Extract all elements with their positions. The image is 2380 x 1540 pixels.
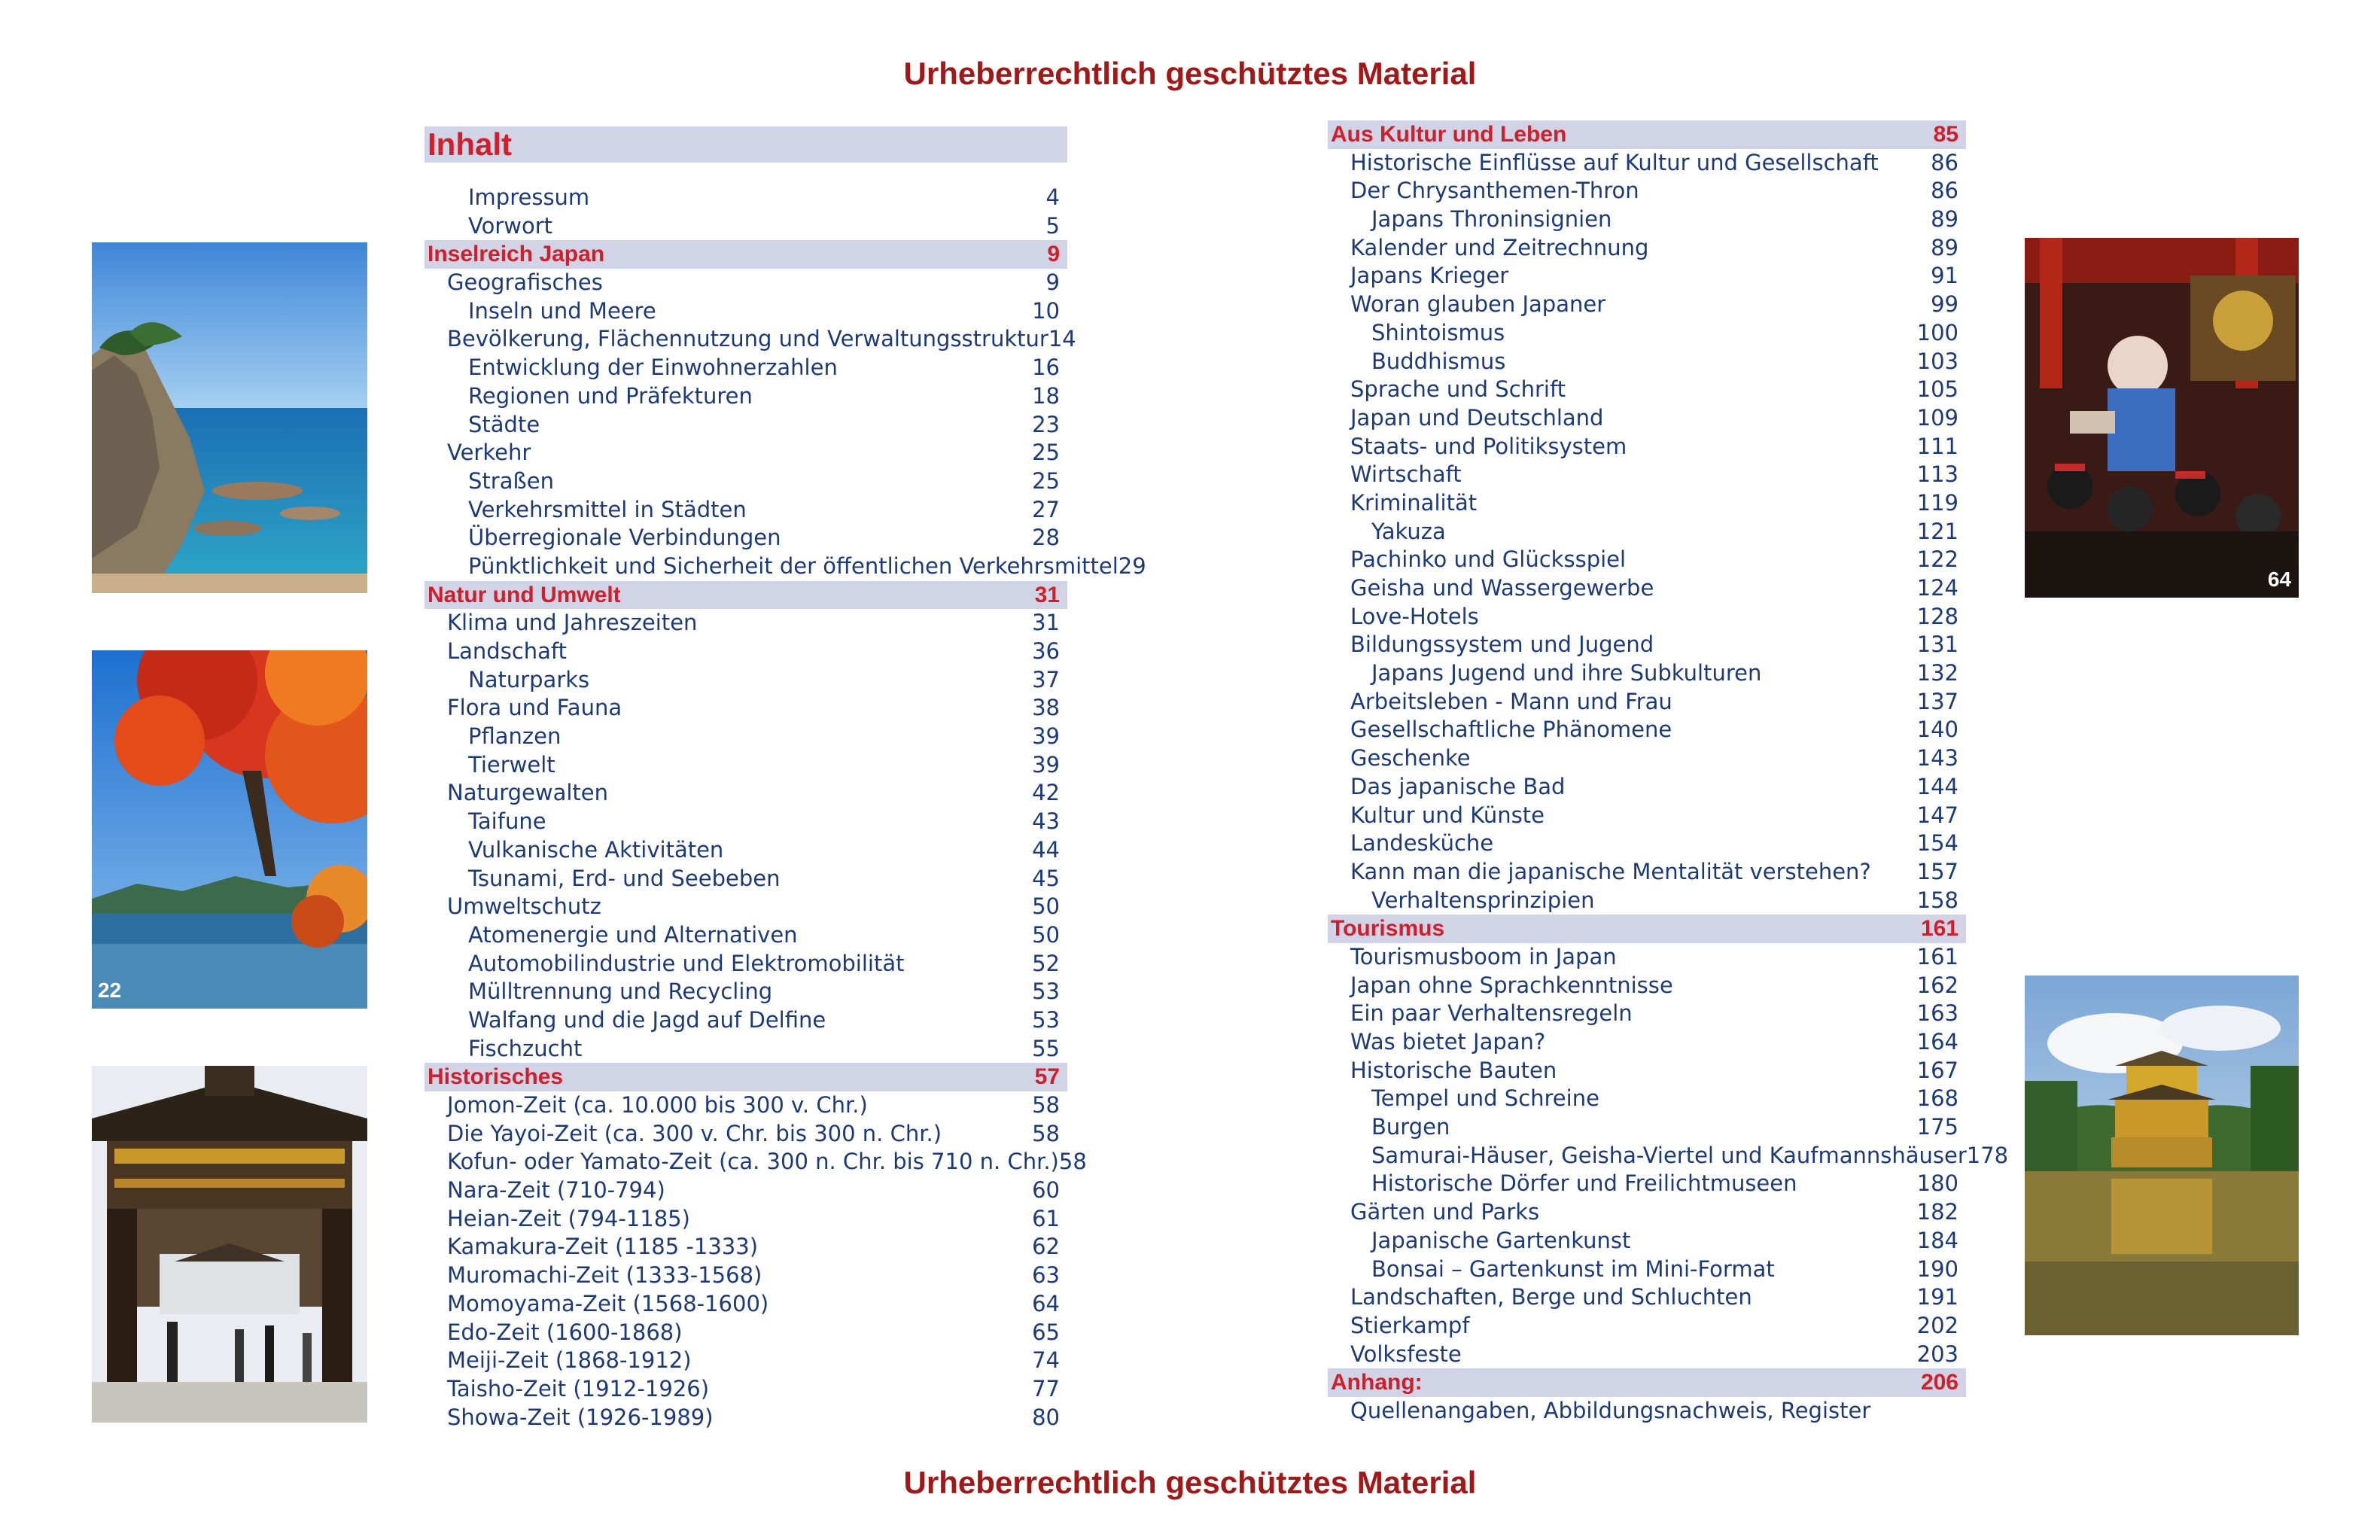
toc-entry-page: 182 bbox=[1916, 1199, 1958, 1225]
toc-entry[interactable] bbox=[1328, 1397, 1966, 1426]
toc-entry-page: 121 bbox=[1916, 518, 1958, 544]
toc-entry-page: 105 bbox=[1916, 376, 1958, 403]
toc-entry-label: Das japanische Bad bbox=[1350, 773, 1566, 799]
toc-entry-label: Taifune bbox=[468, 808, 546, 835]
toc-entry-page: 60 bbox=[1032, 1177, 1060, 1204]
toc-entry-page: 38 bbox=[1032, 695, 1060, 721]
toc-entry[interactable] bbox=[425, 1375, 1067, 1404]
toc-entry-page: 163 bbox=[1916, 1000, 1958, 1027]
toc-entry-label: Kultur und Künste bbox=[1350, 802, 1545, 828]
toc-entry-label: Walfang und die Jagd auf Delfine bbox=[468, 1006, 826, 1033]
toc-entry[interactable] bbox=[425, 325, 1076, 354]
toc-entry-page: 162 bbox=[1916, 972, 1958, 998]
toc-entry-page: 9 bbox=[1045, 269, 1060, 296]
toc-entry-page: 206 bbox=[1920, 1370, 1958, 1395]
toc-entry[interactable] bbox=[425, 1319, 1067, 1347]
toc-entry[interactable] bbox=[1328, 1312, 1966, 1341]
toc-entry-label: Ein paar Verhaltensregeln bbox=[1350, 1000, 1633, 1027]
toc-entry-label: Naturparks bbox=[468, 666, 590, 692]
toc-entry-page: 184 bbox=[1916, 1227, 1958, 1253]
toc-entry-label: Staats- und Politiksystem bbox=[1350, 433, 1627, 459]
toc-entry-page: 203 bbox=[1916, 1341, 1958, 1367]
toc-entry[interactable] bbox=[1328, 688, 1966, 717]
toc-entry-label: Kalender und Zeitrechnung bbox=[1350, 234, 1649, 260]
toc-entry[interactable] bbox=[425, 1262, 1067, 1290]
toc-entry-page: 50 bbox=[1032, 893, 1060, 920]
toc-entry-label: Shintoismus bbox=[1371, 319, 1505, 345]
toc-entry-label: Verkehr bbox=[447, 440, 531, 466]
toc-entry-label: Geografisches bbox=[447, 269, 603, 296]
toc-entry[interactable] bbox=[425, 921, 1067, 950]
toc-entry-label: Burgen bbox=[1371, 1114, 1450, 1140]
toc-entry-page: 25 bbox=[1032, 467, 1060, 494]
toc-entry-page: 63 bbox=[1032, 1262, 1060, 1289]
toc-entry-page: 113 bbox=[1916, 461, 1958, 488]
toc-entry-label: Städte bbox=[468, 411, 540, 437]
toc-entry-page: 31 bbox=[1034, 582, 1060, 607]
toc-entry-page: 80 bbox=[1032, 1404, 1060, 1430]
toc-entry-page: 45 bbox=[1032, 865, 1060, 891]
toc-entry-page: 86 bbox=[1931, 178, 1958, 204]
toc-entry[interactable] bbox=[1328, 773, 1966, 802]
toc-entry-page: 74 bbox=[1032, 1347, 1060, 1374]
toc-entry-page: 140 bbox=[1916, 717, 1958, 743]
toc-entry-label: Nara-Zeit (710-794) bbox=[447, 1177, 665, 1204]
toc-entry-label: Stierkampf bbox=[1350, 1312, 1470, 1338]
coast-photo bbox=[92, 242, 367, 593]
toc-entry-label: Arbeitsleben - Mann und Frau bbox=[1350, 688, 1672, 714]
toc-entry[interactable] bbox=[425, 808, 1067, 836]
toc-entry-label: Naturgewalten bbox=[447, 780, 609, 806]
toc-entry-label: Pflanzen bbox=[468, 723, 562, 750]
toc-entry-page: 23 bbox=[1032, 411, 1060, 437]
toc-entry[interactable] bbox=[1328, 1028, 1966, 1057]
toc-entry-label: Mülltrennung und Recycling bbox=[468, 978, 773, 1005]
toc-entry-page: 161 bbox=[1920, 916, 1958, 942]
temple-gate-photo bbox=[92, 1066, 367, 1423]
toc-entry-page: 18 bbox=[1032, 382, 1060, 409]
toc-entry[interactable] bbox=[1328, 404, 1966, 433]
toc-entry[interactable] bbox=[1328, 603, 1966, 632]
toc-entry[interactable] bbox=[425, 950, 1067, 978]
toc-section-heading[interactable] bbox=[1328, 915, 1966, 943]
toc-entry-page: 29 bbox=[1118, 552, 1146, 579]
toc-entry-label: Vorwort bbox=[468, 212, 553, 239]
toc-entry-page: 144 bbox=[1916, 773, 1958, 799]
toc-entry-label: Verhaltensprinzipien bbox=[1371, 887, 1595, 913]
toc-entry-page: 85 bbox=[1933, 122, 1958, 147]
toc-entry-page: 122 bbox=[1916, 546, 1958, 573]
toc-right-list bbox=[1328, 120, 2009, 1426]
toc-entry-page: 103 bbox=[1916, 348, 1958, 374]
toc-entry-label: Klima und Jahreszeiten bbox=[447, 610, 698, 636]
toc-entry[interactable] bbox=[1328, 433, 1966, 461]
toc-entry-page: 4 bbox=[1045, 184, 1060, 210]
toc-entry-page: 55 bbox=[1032, 1035, 1060, 1061]
toc-entry[interactable] bbox=[1328, 546, 1966, 574]
toc-entry-page: 64 bbox=[1032, 1290, 1060, 1316]
toc-entry-page: 180 bbox=[1916, 1170, 1958, 1197]
toc-entry-label: Verkehrsmittel in Städten bbox=[468, 496, 747, 522]
toc-entry-label: Japan ohne Sprachkenntnisse bbox=[1350, 972, 1673, 998]
toc-entry-page: 89 bbox=[1931, 206, 1958, 233]
toc-entry[interactable] bbox=[425, 382, 1067, 411]
toc-entry-page: 178 bbox=[1966, 1142, 2009, 1168]
toc-entry[interactable] bbox=[425, 609, 1067, 638]
toc-title: Inhalt bbox=[425, 126, 1067, 163]
toc-entry[interactable] bbox=[425, 212, 1067, 241]
toc-entry-page: 9 bbox=[1047, 242, 1060, 267]
toc-entry-page: 161 bbox=[1916, 943, 1958, 969]
toc-entry[interactable] bbox=[1328, 829, 1966, 858]
toc-entry-page: 28 bbox=[1032, 525, 1060, 551]
toc-entry-label: Entwicklung der Einwohnerzahlen bbox=[468, 355, 838, 381]
toc-entry-page: 57 bbox=[1034, 1064, 1060, 1090]
toc-entry[interactable] bbox=[1328, 1057, 1966, 1085]
toc-entry-page: 89 bbox=[1931, 234, 1958, 260]
toc-entry-label: Japanische Gartenkunst bbox=[1371, 1227, 1631, 1253]
toc-entry-label: Was bietet Japan? bbox=[1350, 1029, 1546, 1055]
toc-entry[interactable] bbox=[1328, 177, 1966, 205]
toc-entry[interactable] bbox=[1328, 1255, 1966, 1284]
toc-entry-label: Woran glauben Japaner bbox=[1350, 291, 1606, 318]
toc-entry-label: Kamakura-Zeit (1185 -1333) bbox=[447, 1234, 759, 1260]
toc-entry-label: Historische Bauten bbox=[1350, 1057, 1557, 1083]
toc-entry[interactable] bbox=[1328, 376, 1966, 404]
toc-entry[interactable] bbox=[1328, 149, 1966, 178]
toc-entry[interactable] bbox=[425, 751, 1067, 780]
toc-entry-label: Japans Throninsignien bbox=[1371, 206, 1612, 233]
toc-entry-page: 53 bbox=[1032, 1006, 1060, 1033]
toc-entry-label: Landschaften, Berge und Schluchten bbox=[1350, 1284, 1752, 1310]
toc-entry-label: Quellenangaben, Abbildungsnachweis, Register bbox=[1350, 1397, 1871, 1423]
toc-entry-label: Automobilindustrie und Elektromobilität bbox=[468, 950, 905, 976]
toc-entry[interactable] bbox=[1328, 802, 1966, 830]
toc-entry[interactable] bbox=[1328, 262, 1966, 291]
toc-entry[interactable] bbox=[1328, 631, 1966, 659]
toc-entry[interactable] bbox=[1328, 205, 1966, 234]
toc-entry[interactable] bbox=[425, 297, 1067, 326]
toc-entry-page: 39 bbox=[1032, 723, 1060, 750]
toc-entry-page: 58 bbox=[1032, 1092, 1060, 1118]
toc-entry-page: 14 bbox=[1048, 326, 1076, 352]
toc-entry-page: 157 bbox=[1916, 858, 1958, 884]
toc-entry[interactable] bbox=[1328, 943, 1966, 972]
toc-entry-label: Tourismusboom in Japan bbox=[1350, 943, 1617, 969]
toc-entry[interactable] bbox=[1328, 1227, 1966, 1255]
toc-entry[interactable] bbox=[425, 1148, 1087, 1176]
toc-entry-page: 27 bbox=[1032, 496, 1060, 522]
toc-entry[interactable] bbox=[425, 411, 1067, 440]
toc-entry-label: Historisches bbox=[428, 1064, 564, 1090]
toc-entry-page: 100 bbox=[1916, 319, 1958, 345]
toc-entry[interactable] bbox=[1328, 518, 1966, 546]
toc-entry-label: Vulkanische Aktivitäten bbox=[468, 836, 724, 863]
toc-entry-page: 191 bbox=[1916, 1284, 1958, 1310]
toc-entry-page: 31 bbox=[1032, 610, 1060, 636]
toc-entry-label: Der Chrysanthemen-Thron bbox=[1350, 178, 1639, 204]
toc-entry-label: Kriminalität bbox=[1350, 489, 1478, 516]
toc-entry-label: Bevölkerung, Flächennutzung und Verwaltungsstruktur bbox=[447, 326, 1048, 352]
toc-entry-label: Bildungssystem und Jugend bbox=[1350, 632, 1654, 658]
toc-entry-label: Überregionale Verbindungen bbox=[468, 525, 781, 551]
toc-entry-label: Umweltschutz bbox=[447, 893, 601, 920]
toc-entry-label: Heian-Zeit (794-1185) bbox=[447, 1205, 690, 1231]
toc-entry-label: Kofun- oder Yamato-Zeit (ca. 300 n. Chr. bis 710 n. Chr.) bbox=[447, 1149, 1059, 1175]
toc-entry[interactable] bbox=[1328, 1198, 1966, 1227]
toc-section-heading[interactable] bbox=[425, 240, 1067, 269]
toc-entry-page: 190 bbox=[1916, 1255, 1958, 1282]
toc-entry-label: Japan und Deutschland bbox=[1350, 404, 1604, 431]
toc-entry-page: 43 bbox=[1032, 808, 1060, 835]
toc-entry[interactable] bbox=[1328, 659, 1966, 688]
toc-section-heading[interactable] bbox=[425, 581, 1067, 610]
toc-entry[interactable] bbox=[425, 723, 1067, 751]
toc-entry[interactable] bbox=[425, 779, 1067, 808]
toc-entry-page: 37 bbox=[1032, 666, 1060, 692]
toc-entry[interactable] bbox=[425, 1290, 1067, 1319]
toc-entry[interactable] bbox=[425, 1120, 1067, 1149]
toc-entry[interactable] bbox=[425, 524, 1067, 552]
toc-entry-page: 58 bbox=[1058, 1149, 1087, 1175]
toc-entry-label: Taisho-Zeit (1912-1926) bbox=[447, 1375, 710, 1402]
toc-entry-page: 77 bbox=[1032, 1375, 1060, 1402]
toc-entry[interactable] bbox=[425, 666, 1067, 695]
toc-entry-page: 167 bbox=[1916, 1057, 1958, 1083]
toc-entry-page: 52 bbox=[1032, 950, 1060, 976]
toc-entry-label: Pachinko und Glücksspiel bbox=[1350, 546, 1627, 573]
toc-entry-label: Muromachi-Zeit (1333-1568) bbox=[447, 1262, 762, 1289]
toc-entry-label: Impressum bbox=[468, 184, 590, 210]
toc-entry-page: 91 bbox=[1931, 263, 1958, 289]
toc-entry[interactable] bbox=[1328, 858, 1966, 887]
toc-entry-page: 202 bbox=[1916, 1312, 1958, 1338]
toc-entry-label: Edo-Zeit (1600-1868) bbox=[447, 1319, 683, 1345]
toc-entry-page: 147 bbox=[1916, 802, 1958, 828]
toc-entry[interactable] bbox=[1328, 319, 1966, 348]
toc-entry[interactable] bbox=[425, 836, 1067, 865]
festival-photo bbox=[2025, 238, 2299, 598]
photo-page-number: 64 bbox=[2267, 568, 2291, 591]
toc-section-heading[interactable] bbox=[1328, 120, 1966, 149]
toc-entry-label: Regionen und Präfekturen bbox=[468, 382, 753, 409]
toc-entry-page: 39 bbox=[1032, 751, 1060, 778]
toc-entry[interactable] bbox=[1328, 291, 1966, 319]
toc-entry-label: Buddhismus bbox=[1371, 348, 1506, 374]
toc-entry-page: 44 bbox=[1032, 836, 1060, 863]
toc-entry-label: Tempel und Schreine bbox=[1371, 1085, 1599, 1112]
toc-entry-label: Landschaft bbox=[447, 638, 567, 664]
toc-entry-label: Straßen bbox=[468, 467, 554, 494]
toc-entry-page: 168 bbox=[1916, 1085, 1958, 1112]
toc-entry-label: Gärten und Parks bbox=[1350, 1199, 1540, 1225]
toc-entry[interactable] bbox=[425, 1233, 1067, 1262]
toc-right-column bbox=[1328, 120, 2009, 1426]
toc-entry-label: Japans Jugend und ihre Subkulturen bbox=[1371, 660, 1762, 686]
toc-entry[interactable] bbox=[425, 978, 1067, 1006]
toc-entry[interactable] bbox=[425, 694, 1067, 723]
toc-entry[interactable] bbox=[425, 269, 1067, 297]
toc-section-heading[interactable] bbox=[425, 1063, 1067, 1091]
toc-entry[interactable] bbox=[1328, 1085, 1966, 1113]
toc-entry[interactable] bbox=[1328, 716, 1966, 744]
toc-entry-label: Japans Krieger bbox=[1350, 263, 1509, 289]
toc-entry[interactable] bbox=[1328, 1113, 1966, 1142]
toc-entry[interactable] bbox=[425, 893, 1067, 921]
toc-entry-page: 131 bbox=[1916, 632, 1958, 658]
toc-entry-label: Meiji-Zeit (1868-1912) bbox=[447, 1347, 692, 1374]
toc-entry-label: Kann man die japanische Mentalität verstehen? bbox=[1350, 858, 1871, 884]
toc-entry-page: 119 bbox=[1916, 489, 1958, 516]
toc-entry-page: 42 bbox=[1032, 780, 1060, 806]
toc-entry-label: Inselreich Japan bbox=[428, 242, 605, 267]
toc-entry[interactable] bbox=[425, 1091, 1067, 1120]
toc-entry-page: 65 bbox=[1032, 1319, 1060, 1345]
toc-entry-label: Bonsai – Gartenkunst im Mini-Format bbox=[1371, 1255, 1775, 1282]
toc-entry[interactable] bbox=[425, 1347, 1067, 1375]
toc-entry[interactable] bbox=[1328, 348, 1966, 376]
toc-entry-page: 143 bbox=[1916, 745, 1958, 772]
toc-entry-page: 53 bbox=[1032, 978, 1060, 1005]
toc-entry-page: 99 bbox=[1931, 291, 1958, 318]
toc-entry[interactable] bbox=[1328, 1142, 2009, 1170]
toc-entry[interactable] bbox=[1328, 972, 1966, 1000]
copyright-watermark-bottom: Urheberrechtlich geschütztes Material bbox=[903, 1465, 1477, 1500]
toc-entry-page: 58 bbox=[1032, 1120, 1060, 1146]
toc-entry[interactable] bbox=[1328, 744, 1966, 773]
toc-entry[interactable] bbox=[1328, 234, 1966, 263]
toc-entry-page: 62 bbox=[1032, 1234, 1060, 1260]
toc-entry-page: 132 bbox=[1916, 660, 1958, 686]
toc-entry-page: 175 bbox=[1916, 1114, 1958, 1140]
toc-entry[interactable] bbox=[425, 496, 1067, 525]
toc-entry[interactable] bbox=[1328, 461, 1966, 489]
toc-entry-page: 124 bbox=[1916, 575, 1958, 601]
toc-entry-label: Jomon-Zeit (ca. 10.000 bis 300 v. Chr.) bbox=[447, 1092, 868, 1118]
toc-entry-label: Inseln und Meere bbox=[468, 297, 656, 324]
toc-entry-label: Samurai-Häuser, Geisha-Viertel und Kaufmannshäuser bbox=[1371, 1142, 1967, 1168]
toc-entry-page: 16 bbox=[1032, 355, 1060, 381]
toc-left-list bbox=[425, 184, 1146, 1432]
maple-lake-photo bbox=[92, 650, 367, 1009]
toc-entry[interactable] bbox=[1328, 1283, 1966, 1312]
toc-entry-label: Yakuza bbox=[1371, 518, 1446, 544]
toc-entry-label: Historische Einflüsse auf Kultur und Gesellschaft bbox=[1350, 149, 1879, 175]
toc-entry[interactable] bbox=[425, 552, 1146, 581]
toc-entry[interactable] bbox=[425, 1006, 1067, 1035]
toc-entry-label: Gesellschaftliche Phänomene bbox=[1350, 717, 1672, 743]
toc-entry-page: 5 bbox=[1045, 212, 1060, 239]
toc-entry[interactable] bbox=[425, 1404, 1067, 1432]
toc-entry-label: Tourismus bbox=[1331, 916, 1445, 942]
photo-page-number: 22 bbox=[98, 978, 122, 1002]
toc-entry[interactable] bbox=[425, 1035, 1067, 1064]
toc-entry-page: 10 bbox=[1032, 297, 1060, 324]
toc-entry-page: 25 bbox=[1032, 440, 1060, 466]
toc-entry-page: 137 bbox=[1916, 688, 1958, 714]
toc-entry[interactable] bbox=[1328, 1170, 1966, 1198]
toc-entry-label: Pünktlichkeit und Sicherheit der öffentlichen Verkehrsmittel bbox=[468, 552, 1118, 579]
toc-entry[interactable] bbox=[1328, 1341, 1966, 1369]
toc-entry-label: Fischzucht bbox=[468, 1035, 583, 1061]
toc-entry-label: Landesküche bbox=[1350, 830, 1494, 857]
toc-entry[interactable] bbox=[425, 439, 1067, 467]
toc-entry-label: Aus Kultur und Leben bbox=[1331, 122, 1567, 147]
toc-entry-label: Historische Dörfer und Freilichtmuseen bbox=[1371, 1170, 1797, 1197]
toc-entry-page: 154 bbox=[1916, 830, 1958, 857]
toc-entry-label: Geschenke bbox=[1350, 745, 1471, 772]
toc-entry-label: Atomenergie und Alternativen bbox=[468, 921, 798, 948]
toc-entry-label: Flora und Fauna bbox=[447, 695, 622, 721]
toc-entry-page: 109 bbox=[1916, 404, 1958, 431]
toc-entry-label: Showa-Zeit (1926-1989) bbox=[447, 1404, 714, 1430]
toc-entry-label: Tsunami, Erd- und Seebeben bbox=[468, 865, 781, 891]
toc-entry[interactable] bbox=[1328, 887, 1966, 915]
toc-entry[interactable] bbox=[425, 865, 1067, 893]
golden-pavilion-photo bbox=[2025, 975, 2299, 1335]
toc-entry-label: Anhang: bbox=[1331, 1370, 1423, 1395]
toc-entry[interactable] bbox=[425, 1205, 1067, 1234]
toc-entry-page: 158 bbox=[1916, 887, 1958, 913]
toc-entry-page: 164 bbox=[1916, 1029, 1958, 1055]
toc-entry-page: 61 bbox=[1032, 1205, 1060, 1231]
toc-entry[interactable] bbox=[1328, 1000, 1966, 1028]
toc-entry-page: 36 bbox=[1032, 638, 1060, 664]
toc-entry[interactable] bbox=[425, 1176, 1067, 1205]
toc-entry-page: 50 bbox=[1032, 921, 1060, 948]
toc-entry-label: Geisha und Wassergewerbe bbox=[1350, 575, 1654, 601]
toc-entry-page: 128 bbox=[1916, 603, 1958, 629]
toc-entry-label: Volksfeste bbox=[1350, 1341, 1462, 1367]
toc-entry-page: 86 bbox=[1931, 149, 1958, 175]
toc-entry-label: Tierwelt bbox=[468, 751, 555, 778]
toc-entry[interactable] bbox=[425, 467, 1067, 496]
toc-entry[interactable] bbox=[425, 638, 1067, 666]
toc-entry-label: Love-Hotels bbox=[1350, 603, 1479, 629]
toc-entry[interactable] bbox=[1328, 574, 1966, 603]
copyright-watermark-top: Urheberrechtlich geschütztes Material bbox=[903, 56, 1477, 91]
toc-entry-page: 111 bbox=[1916, 433, 1958, 459]
toc-entry[interactable] bbox=[1328, 489, 1966, 518]
toc-entry-label: Die Yayoi-Zeit (ca. 300 v. Chr. bis 300 n. Chr.) bbox=[447, 1120, 942, 1146]
toc-section-heading[interactable] bbox=[1328, 1368, 1966, 1397]
toc-entry-label: Sprache und Schrift bbox=[1350, 376, 1566, 403]
toc-entry-label: Wirtschaft bbox=[1350, 461, 1462, 488]
toc-left-column bbox=[425, 126, 1146, 1432]
toc-entry-label: Momoyama-Zeit (1568-1600) bbox=[447, 1290, 769, 1316]
toc-entry-label: Natur und Umwelt bbox=[428, 582, 621, 607]
toc-entry[interactable] bbox=[425, 184, 1067, 212]
toc-entry[interactable] bbox=[425, 354, 1067, 382]
